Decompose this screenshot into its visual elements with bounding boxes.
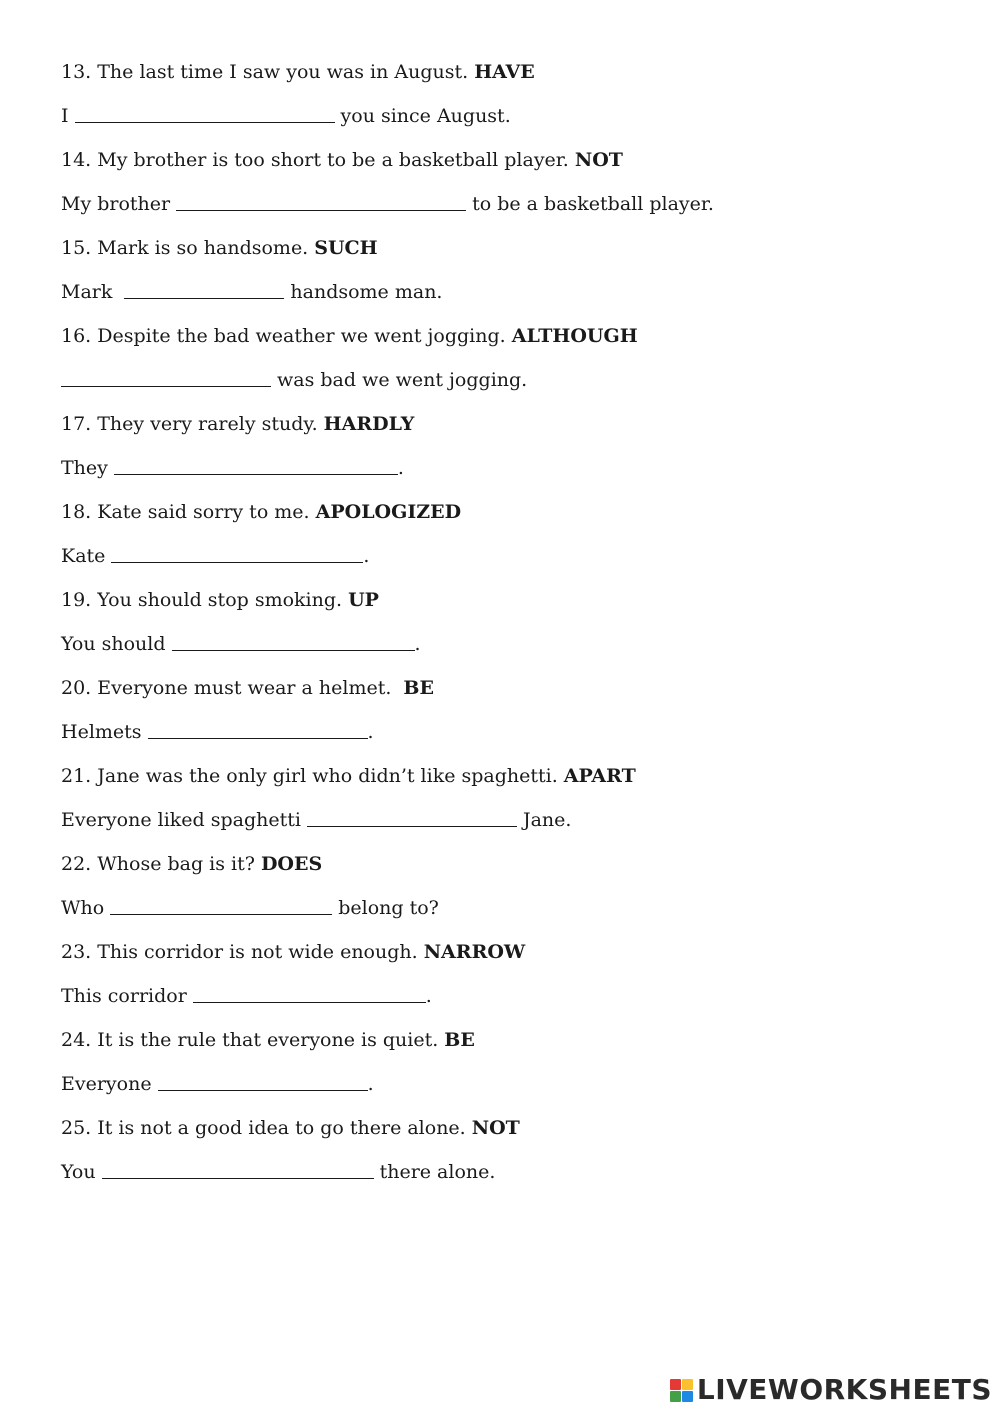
exercise-17-answer [61, 454, 961, 498]
exercise-21-prompt [61, 762, 961, 806]
answer-before-text: Mark [61, 281, 113, 303]
keyword: DOES [260, 853, 323, 875]
exercise-15-answer [61, 278, 961, 322]
exercise-22-answer [61, 894, 961, 938]
keyword: APART [563, 765, 636, 787]
answer-input-21[interactable] [307, 806, 517, 827]
answer-after-text: you since August. [340, 105, 511, 127]
logo-tile-icon [682, 1391, 693, 1402]
answer-after-text: handsome man. [290, 281, 443, 303]
keyword: BE [403, 677, 434, 699]
answer-after-text: . [397, 457, 404, 479]
prompt-text: 14. My brother is too short to be a basketball player. [61, 149, 569, 171]
keyword: NOT [471, 1117, 520, 1139]
prompt-text: 20. Everyone must wear a helmet. [61, 677, 392, 699]
exercise-16-prompt [61, 322, 961, 366]
exercise-18-answer [61, 542, 961, 586]
answer-input-15[interactable] [124, 278, 284, 299]
answer-before-text: Kate [61, 545, 106, 567]
exercise-13-answer [61, 102, 961, 146]
keyword: SUCH [314, 237, 378, 259]
answer-after-text: to be a basketball player. [472, 193, 714, 215]
answer-before-text: I [61, 105, 69, 127]
answer-after-text: Jane. [522, 809, 572, 831]
answer-after-text: . [425, 985, 432, 1007]
exercise-14-prompt [61, 146, 961, 190]
answer-input-22[interactable] [110, 894, 332, 915]
prompt-text: 24. It is the rule that everyone is quiet. [61, 1029, 439, 1051]
keyword: NOT [574, 149, 623, 171]
exercise-23-answer [61, 982, 961, 1026]
exercise-24-prompt [61, 1026, 961, 1070]
answer-after-text: . [414, 633, 421, 655]
prompt-text: 19. You should stop smoking. [61, 589, 343, 611]
keyword: BE [444, 1029, 475, 1051]
keyword: APOLOGIZED [315, 501, 462, 523]
answer-after-text: there alone. [379, 1161, 496, 1183]
exercise-21-answer [61, 806, 961, 850]
answer-before-text: You should [61, 633, 166, 655]
answer-before-text: My brother [61, 193, 171, 215]
answer-before-text: Everyone liked spaghetti [61, 809, 301, 831]
prompt-text: 13. The last time I saw you was in August. [61, 61, 469, 83]
logo-grid-icon [670, 1379, 693, 1402]
exercise-14-answer [61, 190, 961, 234]
liveworksheets-logo [670, 1373, 992, 1407]
answer-after-text: . [363, 545, 370, 567]
answer-before-text: This corridor [61, 985, 187, 1007]
prompt-text: 21. Jane was the only girl who didn’t like spaghetti. [61, 765, 558, 787]
answer-input-24[interactable] [158, 1070, 368, 1091]
keyword: ALTHOUGH [511, 325, 638, 347]
prompt-text: 15. Mark is so handsome. [61, 237, 309, 259]
prompt-text: 17. They very rarely study. [61, 413, 318, 435]
answer-input-13[interactable] [75, 102, 335, 123]
exercise-16-answer [61, 366, 961, 410]
prompt-text: 22. Whose bag is it? [61, 853, 255, 875]
answer-before-text: Everyone [61, 1073, 152, 1095]
logo-tile-icon [670, 1391, 681, 1402]
exercise-17-prompt [61, 410, 961, 454]
prompt-text: 18. Kate said sorry to me. [61, 501, 310, 523]
worksheet [61, 58, 961, 1202]
answer-input-23[interactable] [193, 982, 426, 1003]
exercise-18-prompt [61, 498, 961, 542]
keyword: HAVE [474, 61, 535, 83]
answer-before-text: They [61, 457, 108, 479]
prompt-text: 23. This corridor is not wide enough. [61, 941, 418, 963]
answer-before-text: You [61, 1161, 96, 1183]
exercise-13-prompt [61, 58, 961, 102]
answer-input-16[interactable] [61, 366, 271, 387]
logo-tile-icon [682, 1379, 693, 1390]
answer-after-text: . [367, 721, 374, 743]
answer-after-text: . [367, 1073, 374, 1095]
exercise-24-answer [61, 1070, 961, 1114]
exercise-25-prompt [61, 1114, 961, 1158]
exercise-15-prompt [61, 234, 961, 278]
answer-input-14[interactable] [176, 190, 466, 211]
logo-tile-icon [670, 1379, 681, 1390]
answer-after-text: belong to? [338, 897, 439, 919]
answer-input-19[interactable] [172, 630, 415, 651]
prompt-text: 25. It is not a good idea to go there alone. [61, 1117, 466, 1139]
exercise-19-answer [61, 630, 961, 674]
answer-input-25[interactable] [102, 1158, 374, 1179]
answer-before-text: Who [61, 897, 105, 919]
exercise-20-answer [61, 718, 961, 762]
exercise-23-prompt [61, 938, 961, 982]
exercise-20-prompt [61, 674, 961, 718]
exercise-25-answer [61, 1158, 961, 1202]
keyword: HARDLY [323, 413, 415, 435]
exercise-19-prompt [61, 586, 961, 630]
answer-after-text: was bad we went jogging. [277, 369, 528, 391]
answer-before-text: Helmets [61, 721, 142, 743]
exercise-22-prompt [61, 850, 961, 894]
prompt-text: 16. Despite the bad weather we went jogging. [61, 325, 506, 347]
answer-input-18[interactable] [111, 542, 363, 563]
answer-input-17[interactable] [114, 454, 398, 475]
answer-input-20[interactable] [148, 718, 368, 739]
brand-name: LIVEWORKSHEETS [696, 1373, 992, 1406]
keyword: NARROW [423, 941, 526, 963]
keyword: UP [348, 589, 379, 611]
